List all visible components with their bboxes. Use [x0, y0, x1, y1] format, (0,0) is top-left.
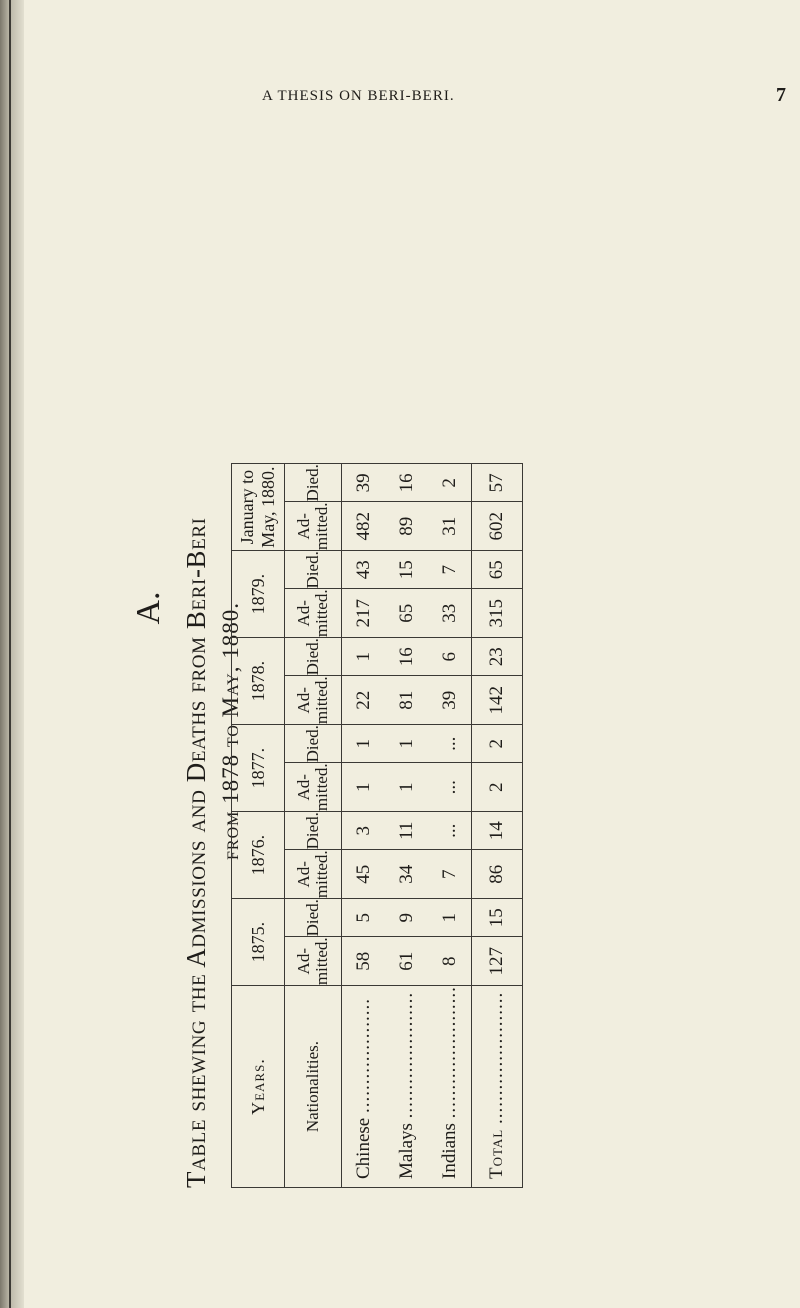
- table-row-indians: [428, 464, 472, 1188]
- table-cell: 1: [385, 763, 428, 812]
- table-cell: 7: [428, 850, 472, 899]
- total-label-text: Total: [486, 1128, 507, 1179]
- binding-edge: [9, 0, 11, 1308]
- table-cell: 15: [472, 899, 523, 937]
- table-cell: 45: [342, 850, 386, 899]
- table-row-chinese: [342, 464, 386, 1188]
- nationalities-header: Nationalities.: [285, 986, 342, 1188]
- table-cell: 602: [472, 502, 523, 551]
- leader-dots: .......................: [438, 986, 460, 1119]
- table-cell: 1: [342, 763, 386, 812]
- years-header: Years.: [232, 986, 285, 1188]
- table-cell: 1: [342, 638, 386, 676]
- table-cell: 16: [385, 638, 428, 676]
- table-cell: 58: [342, 937, 386, 986]
- year-header-1880: January to May, 1880.: [232, 464, 285, 551]
- table-cell: 2: [472, 725, 523, 763]
- table-cell: 39: [342, 464, 386, 502]
- table-cell: 43: [342, 551, 386, 589]
- page-gutter: [0, 0, 24, 1308]
- leader-dots: ......................: [395, 991, 417, 1119]
- admitted-header: Ad-mitted.: [285, 589, 342, 638]
- table-subtitle: from 1878 to May, 1880.: [218, 602, 243, 860]
- row-label-text: Malays: [395, 1123, 417, 1179]
- row-label-text: Chinese: [352, 1117, 374, 1179]
- table-cell: 65: [385, 589, 428, 638]
- admitted-header: Ad-mitted.: [285, 850, 342, 899]
- row-label: [385, 986, 428, 1188]
- table-cell: ...: [428, 763, 472, 812]
- row-label: [428, 986, 472, 1188]
- table-cell: 217: [342, 589, 386, 638]
- table-cell: 15: [385, 551, 428, 589]
- table-cell: 5: [342, 899, 386, 937]
- admitted-header: Ad-mitted.: [285, 676, 342, 725]
- died-header: Died.: [285, 638, 342, 676]
- table-row-malays: [385, 464, 428, 1188]
- year-header-1875: 1875.: [232, 899, 285, 986]
- admitted-header: Ad-mitted.: [285, 937, 342, 986]
- table-cell: 11: [385, 812, 428, 850]
- died-header: Died.: [285, 725, 342, 763]
- table-cell: 57: [472, 464, 523, 502]
- table-cell: 2: [428, 464, 472, 502]
- table-cell: 61: [385, 937, 428, 986]
- table-cell: 127: [472, 937, 523, 986]
- years-header-row: [232, 464, 285, 1188]
- year-header-1876: 1876.: [232, 812, 285, 899]
- leader-dots: .......................: [486, 991, 507, 1125]
- table-cell: 1: [342, 725, 386, 763]
- year-header-1877: 1877.: [232, 725, 285, 812]
- year-header-1878: 1878.: [232, 638, 285, 725]
- died-header: Died.: [285, 899, 342, 937]
- table-cell: 6: [428, 638, 472, 676]
- table-cell: 1: [385, 725, 428, 763]
- leader-dots: ....................: [352, 998, 374, 1114]
- died-header: Died.: [285, 812, 342, 850]
- row-label-text: Indians: [438, 1123, 460, 1179]
- table-cell: 3: [342, 812, 386, 850]
- row-label: [472, 986, 523, 1188]
- table-cell: 1: [428, 899, 472, 937]
- table-cell: 86: [472, 850, 523, 899]
- table-cell: 34: [385, 850, 428, 899]
- table-cell: 22: [342, 676, 386, 725]
- table-cell: 23: [472, 638, 523, 676]
- table-cell: 33: [428, 589, 472, 638]
- table-cell: ...: [428, 812, 472, 850]
- admissions-deaths-table: [231, 463, 523, 1188]
- table-cell: 81: [385, 676, 428, 725]
- table-cell: 16: [385, 464, 428, 502]
- table-cell: 142: [472, 676, 523, 725]
- table-cell: 2: [472, 763, 523, 812]
- admitted-header: Ad-mitted.: [285, 763, 342, 812]
- table-cell: 14: [472, 812, 523, 850]
- table-cell: 315: [472, 589, 523, 638]
- died-header: Died.: [285, 551, 342, 589]
- subheader-row: [285, 464, 342, 1188]
- table-row-total: [472, 464, 523, 1188]
- year-header-1879: 1879.: [232, 551, 285, 638]
- row-label: [342, 986, 386, 1188]
- died-header: Died.: [285, 464, 342, 502]
- page-number: 7: [776, 84, 786, 106]
- running-head: A THESIS ON BERI-BERI.: [262, 88, 455, 104]
- table-letter: A.: [130, 591, 167, 625]
- table-cell: 31: [428, 502, 472, 551]
- table-cell: 89: [385, 502, 428, 551]
- admitted-header: Ad-mitted.: [285, 502, 342, 551]
- table-cell: 482: [342, 502, 386, 551]
- table-cell: 65: [472, 551, 523, 589]
- table-cell: 8: [428, 937, 472, 986]
- table-cell: ...: [428, 725, 472, 763]
- table-cell: 39: [428, 676, 472, 725]
- table-title: Table shewing the Admissions and Deaths from Beri-Beri: [181, 517, 211, 1188]
- table-cell: 7: [428, 551, 472, 589]
- table-cell: 9: [385, 899, 428, 937]
